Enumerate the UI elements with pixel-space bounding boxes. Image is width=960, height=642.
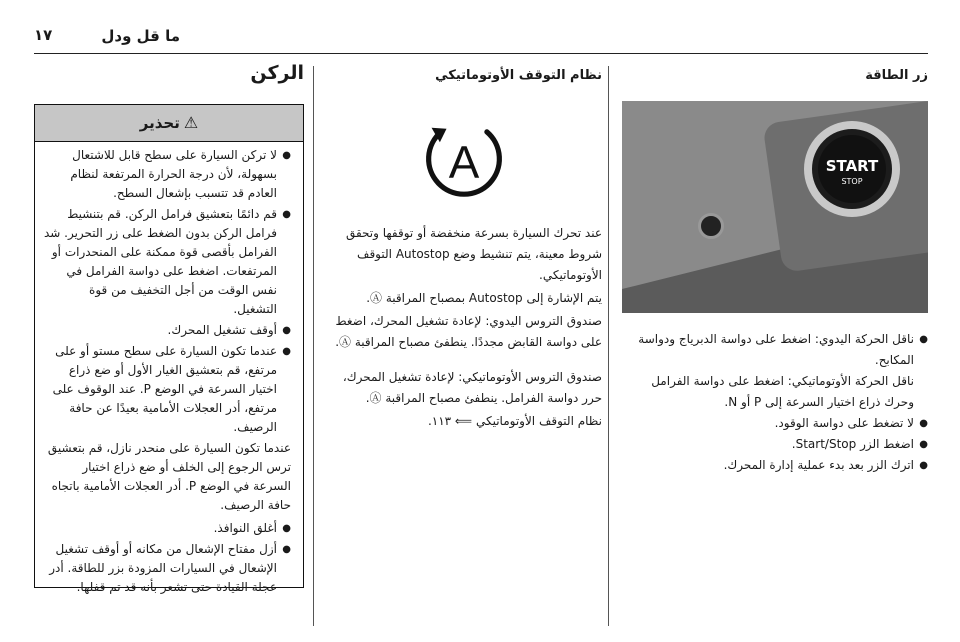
column-divider-right — [608, 66, 609, 626]
paragraph: يتم الإشارة إلى Autostop بمصباح المراقبة Ⓐ. — [366, 291, 602, 305]
button-label-stop: STOP — [841, 177, 863, 186]
autostop-icon — [412, 109, 516, 213]
warning-body — [35, 142, 303, 597]
parking-steps-list — [43, 146, 291, 437]
header-rule — [34, 53, 928, 54]
automatic-transmission-note: ناقل الحركة الأوتوماتيكي: اضغط على دواسة الفرامل وحرك ذراع اختيار السرعة إلى P أو N. — [651, 374, 914, 409]
list-item: ● عندما تكون السيارة على سطح مستو أو على مرتفع، قم بتعشيق الغيار الأول أو ضع ذراع اختيار السرعة في الوضع P. عند الوقوف على مرتفع، أدر العجلات الأمامية بعيدًا عن حافة الرصيف. — [43, 342, 291, 437]
power-button-section — [622, 60, 928, 476]
column-divider-left — [313, 66, 314, 626]
running-header: ما قل ودل — [101, 27, 180, 45]
parking-section — [34, 60, 304, 594]
list-item: ● قم دائمًا بتعشيق فرامل الركن. قم بتنشيط فرامل الركن بدون الضغط على زر التحرير. شد الفرامل بأقصى قوة ممكنة على المنحدرات أو المرتفعات. اضغط على دواسة الفرامل في نفس الوقت من أجل التخفيف من قوة التشغيل. — [43, 205, 291, 319]
warning-title: تحذير — [139, 114, 180, 132]
paragraph: عند تحرك السيارة بسرعة منخفضة أو توقفها وتحقق شروط معينة، يتم تنشيط وضع Autostop التوقف الأوتوماتيكي. — [345, 226, 602, 282]
secondary-button-icon — [698, 213, 724, 239]
list-item: ● أوقف تشغيل المحرك. — [43, 321, 291, 340]
page-number: ١٧ — [34, 26, 53, 44]
warning-box — [34, 104, 304, 594]
list-item: ● أغلق النوافذ. — [43, 519, 291, 538]
list-item: ● لا تركن السيارة على سطح قابل للاشتعال بسهولة، لأن درجة الحرارة المرتفعة لنظام العادم قد تتسبب بإشعال السطح. — [43, 146, 291, 203]
list-item: ● ناقل الحركة اليدوي: اضغط على دواسة الدبرياج ودواسة المكابح. — [622, 329, 928, 371]
start-stop-button-photo — [622, 101, 928, 313]
section-heading-parking: الركن — [250, 62, 304, 84]
list-item: ● اترك الزر بعد بدء عملية إدارة المحرك. — [622, 455, 928, 476]
warning-header — [35, 105, 303, 142]
start-steps-list-continued — [622, 413, 928, 476]
parking-steps-list-continued — [43, 519, 291, 597]
section-heading-power-button: زر الطاقة — [865, 68, 928, 83]
list-item: ● لا تضغط على دواسة الوقود. — [622, 413, 928, 434]
autostop-section — [326, 60, 602, 434]
downhill-parking-note: عندما تكون السيارة على منحدر نازل، قم بتعشيق ترس الرجوع إلى الخلف أو ضع ذراع اختيار السرعة في الوضع P. أدر العجلات الأمامية باتجاه حافة الرصيف. — [47, 441, 291, 512]
list-item: ● أزل مفتاح الإشعال من مكانه أو أوقف تشغيل الإشعال في السيارات المزودة بزر للطاقة. أدر عجلة القيادة حتى تشعر بأنه قد تم قفلها. — [43, 540, 291, 597]
start-steps-list — [622, 329, 928, 371]
autostop-indicator-figure — [326, 109, 602, 219]
list-item: ● اضغط الزر Start/Stop. — [622, 434, 928, 455]
warning-triangle-icon: ⚠ — [183, 113, 199, 132]
cross-reference: نظام التوقف الأوتوماتيكي ⟸ ١١٣. — [427, 414, 602, 428]
section-heading-autostop: نظام التوقف الأوتوماتيكي — [435, 68, 602, 83]
autostop-icon-letter: A — [448, 136, 480, 188]
paragraph: صندوق التروس اليدوي: لإعادة تشغيل المحرك، اضغط على دواسة القابض مجددًا. ينطفئ مصباح المراقبة Ⓐ. — [335, 314, 602, 349]
paragraph: صندوق التروس الأوتوماتيكي: لإعادة تشغيل المحرك، حرر دواسة الفرامل. ينطفئ مصباح المراقبة Ⓐ. — [342, 370, 602, 405]
button-label-start: START — [825, 157, 879, 175]
